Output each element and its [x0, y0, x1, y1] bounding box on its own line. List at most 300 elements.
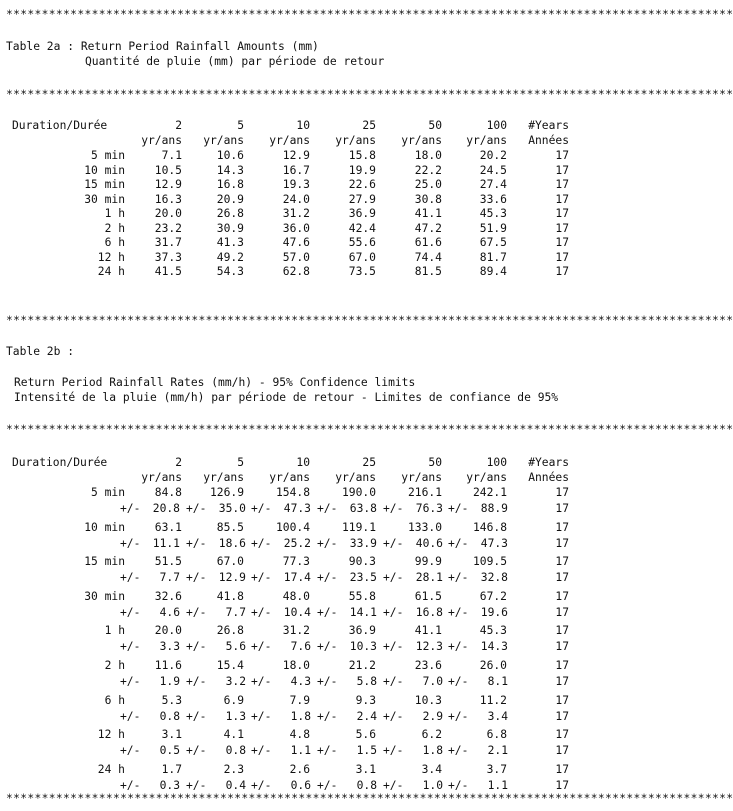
rainfall-amount: 74.4 — [414, 250, 442, 264]
plus-minus-sign: +/- — [120, 744, 141, 758]
rainfall-rate: 21.2 — [348, 659, 376, 672]
table-row — [0, 694, 587, 708]
plus-minus-sign: +/- — [186, 675, 207, 688]
rainfall-amount: 14.3 — [216, 163, 244, 177]
confidence-row — [0, 779, 587, 793]
plus-minus-sign: +/- — [448, 536, 469, 550]
header-unit: yr/ans — [401, 134, 442, 147]
rainfall-amount: 89.4 — [479, 265, 507, 279]
plus-minus-sign: +/- — [317, 778, 338, 792]
table-2b-subtitle-fr: Intensité de la pluie (mm/h) par période de retour - Limites de confiance de 95% — [14, 391, 559, 404]
rainfall-amount: 19.9 — [348, 163, 376, 177]
rainfall-amount: 15.8 — [348, 149, 376, 162]
header-unit: yr/ans — [269, 471, 310, 484]
confidence-row — [0, 571, 587, 585]
rainfall-amount: 41.1 — [414, 207, 442, 221]
plus-minus-sign: +/- — [383, 675, 404, 688]
row-years: 17 — [555, 589, 569, 603]
rainfall-rate: 146.8 — [472, 520, 507, 534]
confidence-limit: 1.5 — [356, 744, 377, 758]
plus-minus-sign: +/- — [186, 571, 207, 585]
table-header-row — [0, 471, 587, 485]
rainfall-amount: 24.0 — [282, 192, 310, 206]
table-row — [0, 590, 587, 604]
rainfall-rate: 4.8 — [289, 728, 310, 742]
confidence-row — [0, 502, 587, 516]
table-row — [0, 521, 587, 535]
rainfall-rate: 100.4 — [275, 520, 310, 534]
table-header-row — [0, 119, 587, 133]
confidence-limit: 20.8 — [152, 502, 180, 515]
confidence-limit: 4.6 — [159, 605, 180, 619]
row-years: 17 — [555, 486, 569, 499]
plus-minus-sign: +/- — [448, 744, 469, 758]
plus-minus-sign: +/- — [448, 502, 469, 515]
header-period: 2 — [175, 119, 182, 132]
confidence-limit: 10.3 — [349, 640, 377, 654]
rainfall-amount: 42.4 — [348, 221, 376, 235]
confidence-row — [0, 537, 587, 551]
rainfall-amount: 47.2 — [414, 221, 442, 235]
rainfall-rate: 48.0 — [282, 589, 310, 603]
rainfall-amount: 18.0 — [414, 149, 442, 162]
rainfall-rate: 3.1 — [355, 762, 376, 776]
header-duration: Duration/Durée — [12, 119, 108, 132]
plus-minus-sign: +/- — [251, 536, 272, 550]
row-years: 17 — [555, 728, 569, 742]
rainfall-rate: 26.0 — [479, 659, 507, 672]
plus-minus-sign: +/- — [120, 502, 141, 515]
confidence-limit: 1.0 — [422, 778, 443, 792]
plus-minus-sign: +/- — [251, 709, 272, 723]
rainfall-rate: 18.0 — [282, 659, 310, 672]
confidence-limit: 47.3 — [283, 502, 311, 515]
header-period: 25 — [362, 456, 376, 469]
rainfall-rate: 55.8 — [348, 589, 376, 603]
plus-minus-sign: +/- — [317, 675, 338, 688]
rainfall-amount: 16.3 — [154, 192, 182, 206]
rainfall-amount: 20.0 — [154, 207, 182, 221]
rainfall-amount: 23.2 — [154, 221, 182, 235]
table-row — [0, 207, 587, 221]
row-duration: 15 min — [84, 555, 125, 569]
rainfall-amount: 54.3 — [216, 265, 244, 279]
plus-minus-sign: +/- — [383, 640, 404, 654]
plus-minus-sign: +/- — [383, 502, 404, 515]
table-2a-subtitle: Quantité de pluie (mm) par période de retour — [85, 55, 385, 68]
confidence-limit: 8.1 — [487, 675, 508, 688]
rainfall-rate: 67.0 — [216, 555, 244, 569]
header-period: 100 — [486, 119, 507, 132]
plus-minus-sign: +/- — [383, 536, 404, 550]
confidence-limit: 0.8 — [225, 744, 246, 758]
rainfall-amount: 33.6 — [479, 192, 507, 206]
row-years: 17 — [555, 149, 569, 162]
rainfall-rate: 11.6 — [154, 659, 182, 672]
confidence-limit: 3.4 — [487, 709, 508, 723]
confidence-limit: 28.1 — [415, 571, 443, 585]
row-years: 17 — [555, 250, 569, 264]
row-duration: 5 min — [90, 149, 125, 162]
row-years: 17 — [555, 762, 569, 776]
rainfall-rate: 20.0 — [154, 624, 182, 638]
header-years: #Years — [528, 456, 569, 469]
row-years: 17 — [555, 192, 569, 206]
header-years-fr: Années — [528, 134, 569, 147]
plus-minus-sign: +/- — [317, 502, 338, 515]
plus-minus-sign: +/- — [186, 502, 207, 515]
rainfall-rate: 36.9 — [348, 624, 376, 638]
header-unit: yr/ans — [335, 134, 376, 147]
header-period: 50 — [428, 456, 442, 469]
header-unit: yr/ans — [141, 471, 182, 484]
row-years: 17 — [555, 640, 569, 654]
rainfall-amount: 22.6 — [348, 178, 376, 192]
plus-minus-sign: +/- — [186, 709, 207, 723]
confidence-row — [0, 710, 587, 724]
confidence-limit: 2.1 — [487, 744, 508, 758]
table-row — [0, 265, 587, 279]
rainfall-amount: 12.9 — [282, 149, 310, 162]
rainfall-amount: 36.0 — [282, 221, 310, 235]
rainfall-rate: 242.1 — [472, 486, 507, 499]
plus-minus-sign: +/- — [317, 605, 338, 619]
rainfall-rate: 5.3 — [161, 693, 182, 707]
header-period: 100 — [486, 456, 507, 469]
header-period: 25 — [362, 119, 376, 132]
header-unit: yr/ans — [203, 134, 244, 147]
rainfall-amount: 61.6 — [414, 236, 442, 250]
row-years: 17 — [555, 236, 569, 250]
confidence-limit: 1.8 — [422, 744, 443, 758]
rainfall-amount: 7.1 — [161, 149, 182, 162]
rainfall-rate: 41.1 — [414, 624, 442, 638]
rainfall-amount: 55.6 — [348, 236, 376, 250]
table-row — [0, 251, 587, 265]
row-duration: 2 h — [104, 221, 125, 235]
table-row — [0, 149, 587, 163]
rainfall-rate: 7.9 — [289, 693, 310, 707]
confidence-limit: 3.3 — [159, 640, 180, 654]
table-row — [0, 763, 587, 777]
separator-line: ****************************************************************************************************** — [6, 8, 733, 21]
rainfall-amount: 10.6 — [216, 149, 244, 162]
row-years: 17 — [555, 624, 569, 638]
rainfall-rate: 6.2 — [421, 728, 442, 742]
plus-minus-sign: +/- — [120, 675, 141, 688]
confidence-limit: 0.6 — [290, 778, 311, 792]
row-years: 17 — [555, 502, 569, 515]
rainfall-amount: 36.9 — [348, 207, 376, 221]
confidence-limit: 16.8 — [415, 605, 443, 619]
rainfall-rate: 1.7 — [161, 762, 182, 776]
plus-minus-sign: +/- — [251, 744, 272, 758]
rainfall-rate: 3.4 — [421, 762, 442, 776]
rainfall-rate: 45.3 — [479, 624, 507, 638]
confidence-limit: 12.3 — [415, 640, 443, 654]
rainfall-rate: 6.8 — [486, 728, 507, 742]
rainfall-amount: 25.0 — [414, 178, 442, 192]
plus-minus-sign: +/- — [317, 536, 338, 550]
plus-minus-sign: +/- — [120, 605, 141, 619]
plus-minus-sign: +/- — [448, 709, 469, 723]
row-years: 17 — [555, 221, 569, 235]
plus-minus-sign: +/- — [251, 675, 272, 688]
rainfall-amount: 57.0 — [282, 250, 310, 264]
header-period: 2 — [175, 456, 182, 469]
row-years: 17 — [555, 693, 569, 707]
table-row — [0, 222, 587, 236]
rainfall-rate: 216.1 — [407, 486, 442, 499]
rainfall-amount: 62.8 — [282, 265, 310, 279]
confidence-limit: 23.5 — [349, 571, 377, 585]
rainfall-amount: 73.5 — [348, 265, 376, 279]
confidence-row — [0, 606, 587, 620]
rainfall-amount: 67.5 — [479, 236, 507, 250]
plus-minus-sign: +/- — [251, 605, 272, 619]
row-years: 17 — [555, 778, 569, 792]
confidence-limit: 14.3 — [480, 640, 508, 654]
plus-minus-sign: +/- — [251, 571, 272, 585]
separator-line: ****************************************************************************************************** — [6, 314, 733, 327]
confidence-limit: 33.9 — [349, 536, 377, 550]
row-duration: 30 min — [84, 192, 125, 206]
row-years: 17 — [555, 207, 569, 221]
plus-minus-sign: +/- — [448, 571, 469, 585]
confidence-limit: 25.2 — [283, 536, 311, 550]
confidence-limit: 0.8 — [159, 709, 180, 723]
rainfall-rate: 84.8 — [154, 486, 182, 499]
rainfall-amount: 30.9 — [216, 221, 244, 235]
rainfall-rate: 3.1 — [161, 728, 182, 742]
confidence-limit: 19.6 — [480, 605, 508, 619]
rainfall-amount: 49.2 — [216, 250, 244, 264]
header-period: 10 — [296, 456, 310, 469]
rainfall-amount: 31.2 — [282, 207, 310, 221]
confidence-limit: 1.8 — [290, 709, 311, 723]
rainfall-rate: 10.3 — [414, 693, 442, 707]
header-unit: yr/ans — [466, 471, 507, 484]
table-2b-title: Table 2b : — [6, 345, 75, 358]
row-years: 17 — [555, 520, 569, 534]
rainfall-rate: 126.9 — [209, 486, 244, 499]
plus-minus-sign: +/- — [448, 778, 469, 792]
confidence-limit: 76.3 — [415, 502, 443, 515]
plus-minus-sign: +/- — [383, 605, 404, 619]
rainfall-rate: 5.6 — [355, 728, 376, 742]
row-duration: 1 h — [104, 207, 125, 221]
confidence-limit: 0.3 — [159, 778, 180, 792]
row-years: 17 — [555, 744, 569, 758]
confidence-limit: 1.3 — [225, 709, 246, 723]
row-years: 17 — [555, 605, 569, 619]
row-duration: 6 h — [104, 693, 125, 707]
row-duration: 24 h — [97, 762, 125, 776]
header-unit: yr/ans — [401, 471, 442, 484]
confidence-limit: 1.9 — [159, 675, 180, 688]
plus-minus-sign: +/- — [383, 744, 404, 758]
table-header-row — [0, 134, 587, 148]
rainfall-rate: 51.5 — [154, 555, 182, 569]
table-row — [0, 486, 587, 500]
plus-minus-sign: +/- — [448, 640, 469, 654]
confidence-limit: 4.3 — [290, 675, 311, 688]
rainfall-rate: 77.3 — [282, 555, 310, 569]
rainfall-rate: 15.4 — [216, 659, 244, 672]
plus-minus-sign: +/- — [448, 605, 469, 619]
rainfall-rate: 67.2 — [479, 589, 507, 603]
rainfall-rate: 2.6 — [289, 762, 310, 776]
row-years: 17 — [555, 178, 569, 192]
plus-minus-sign: +/- — [383, 709, 404, 723]
rainfall-amount: 41.3 — [216, 236, 244, 250]
row-years: 17 — [555, 659, 569, 672]
rainfall-rate: 2.3 — [223, 762, 244, 776]
rainfall-rate: 41.8 — [216, 589, 244, 603]
rainfall-rate: 3.7 — [486, 762, 507, 776]
rainfall-amount: 51.9 — [479, 221, 507, 235]
rainfall-amount: 22.2 — [414, 163, 442, 177]
rainfall-amount: 37.3 — [154, 250, 182, 264]
plus-minus-sign: +/- — [251, 502, 272, 515]
table-row — [0, 555, 587, 569]
rainfall-amount: 45.3 — [479, 207, 507, 221]
confidence-limit: 11.1 — [152, 536, 180, 550]
plus-minus-sign: +/- — [317, 709, 338, 723]
plus-minus-sign: +/- — [317, 744, 338, 758]
header-unit: yr/ans — [269, 134, 310, 147]
rainfall-rate: 99.9 — [414, 555, 442, 569]
rainfall-rate: 11.2 — [479, 693, 507, 707]
rainfall-amount: 31.7 — [154, 236, 182, 250]
rainfall-amount: 20.9 — [216, 192, 244, 206]
confidence-limit: 0.5 — [159, 744, 180, 758]
row-duration: 1 h — [104, 624, 125, 638]
plus-minus-sign: +/- — [186, 744, 207, 758]
rainfall-rate: 4.1 — [223, 728, 244, 742]
rainfall-rate: 190.0 — [341, 486, 376, 499]
separator-line: ****************************************************************************************************** — [6, 423, 733, 436]
plus-minus-sign: +/- — [186, 778, 207, 792]
row-duration: 15 min — [84, 178, 125, 192]
row-duration: 30 min — [84, 589, 125, 603]
rainfall-rate: 31.2 — [282, 624, 310, 638]
rainfall-amount: 30.8 — [414, 192, 442, 206]
table-row — [0, 193, 587, 207]
header-period: 5 — [237, 119, 244, 132]
confidence-limit: 17.4 — [283, 571, 311, 585]
row-duration: 10 min — [84, 163, 125, 177]
row-duration: 2 h — [104, 659, 125, 672]
rainfall-amount: 12.9 — [154, 178, 182, 192]
confidence-limit: 7.6 — [290, 640, 311, 654]
plus-minus-sign: +/- — [317, 640, 338, 654]
rainfall-amount: 27.4 — [479, 178, 507, 192]
confidence-limit: 1.1 — [487, 778, 508, 792]
confidence-limit: 3.2 — [225, 675, 246, 688]
separator-line: ****************************************************************************************************** — [6, 88, 733, 101]
row-duration: 10 min — [84, 520, 125, 534]
rainfall-rate: 26.8 — [216, 624, 244, 638]
plus-minus-sign: +/- — [120, 571, 141, 585]
confidence-limit: 0.4 — [225, 778, 246, 792]
table-row — [0, 178, 587, 192]
row-duration: 6 h — [104, 236, 125, 250]
plus-minus-sign: +/- — [186, 536, 207, 550]
confidence-limit: 2.9 — [422, 709, 443, 723]
confidence-limit: 63.8 — [349, 502, 377, 515]
row-duration: 24 h — [97, 265, 125, 279]
rainfall-amount: 47.6 — [282, 236, 310, 250]
rainfall-rate: 133.0 — [407, 520, 442, 534]
row-years: 17 — [555, 265, 569, 279]
plus-minus-sign: +/- — [120, 778, 141, 792]
table-row — [0, 236, 587, 250]
plus-minus-sign: +/- — [448, 675, 469, 688]
rainfall-rate: 119.1 — [341, 520, 376, 534]
rainfall-amount: 16.8 — [216, 178, 244, 192]
rainfall-amount: 81.7 — [479, 250, 507, 264]
row-duration: 12 h — [97, 250, 125, 264]
header-years: #Years — [528, 119, 569, 132]
rainfall-amount: 10.5 — [154, 163, 182, 177]
rainfall-rate: 23.6 — [414, 659, 442, 672]
plus-minus-sign: +/- — [251, 778, 272, 792]
plus-minus-sign: +/- — [186, 640, 207, 654]
rainfall-rate: 63.1 — [154, 520, 182, 534]
header-unit: yr/ans — [203, 471, 244, 484]
rainfall-amount: 20.2 — [479, 149, 507, 162]
header-unit: yr/ans — [141, 134, 182, 147]
table-2a-title: Table 2a : Return Period Rainfall Amounts (mm) — [6, 40, 319, 53]
header-period: 5 — [237, 456, 244, 469]
plus-minus-sign: +/- — [120, 709, 141, 723]
rainfall-rate: 109.5 — [472, 555, 507, 569]
confidence-limit: 12.9 — [218, 571, 246, 585]
row-years: 17 — [555, 709, 569, 723]
confidence-limit: 14.1 — [349, 605, 377, 619]
plus-minus-sign: +/- — [383, 778, 404, 792]
confidence-limit: 47.3 — [480, 536, 508, 550]
plus-minus-sign: +/- — [383, 571, 404, 585]
row-duration: 5 min — [90, 486, 125, 499]
rainfall-rate: 6.9 — [223, 693, 244, 707]
rainfall-amount: 16.7 — [282, 163, 310, 177]
header-period: 50 — [428, 119, 442, 132]
rainfall-amount: 19.3 — [282, 178, 310, 192]
confidence-row — [0, 675, 587, 689]
rainfall-amount: 67.0 — [348, 250, 376, 264]
row-duration: 12 h — [97, 728, 125, 742]
row-years: 17 — [555, 163, 569, 177]
header-years-fr: Années — [528, 471, 569, 484]
confidence-limit: 10.4 — [283, 605, 311, 619]
plus-minus-sign: +/- — [251, 640, 272, 654]
rainfall-rate: 90.3 — [348, 555, 376, 569]
confidence-limit: 7.0 — [422, 675, 443, 688]
rainfall-amount: 26.8 — [216, 207, 244, 221]
rainfall-rate: 85.5 — [216, 520, 244, 534]
plus-minus-sign: +/- — [317, 571, 338, 585]
header-duration: Duration/Durée — [12, 456, 108, 469]
rainfall-rate: 154.8 — [275, 486, 310, 499]
row-years: 17 — [555, 536, 569, 550]
confidence-limit: 1.1 — [290, 744, 311, 758]
table-2b-subtitle-en: Return Period Rainfall Rates (mm/h) - 95% Confidence limits — [14, 376, 416, 389]
table-row — [0, 164, 587, 178]
confidence-limit: 7.7 — [225, 605, 246, 619]
confidence-limit: 2.4 — [356, 709, 377, 723]
